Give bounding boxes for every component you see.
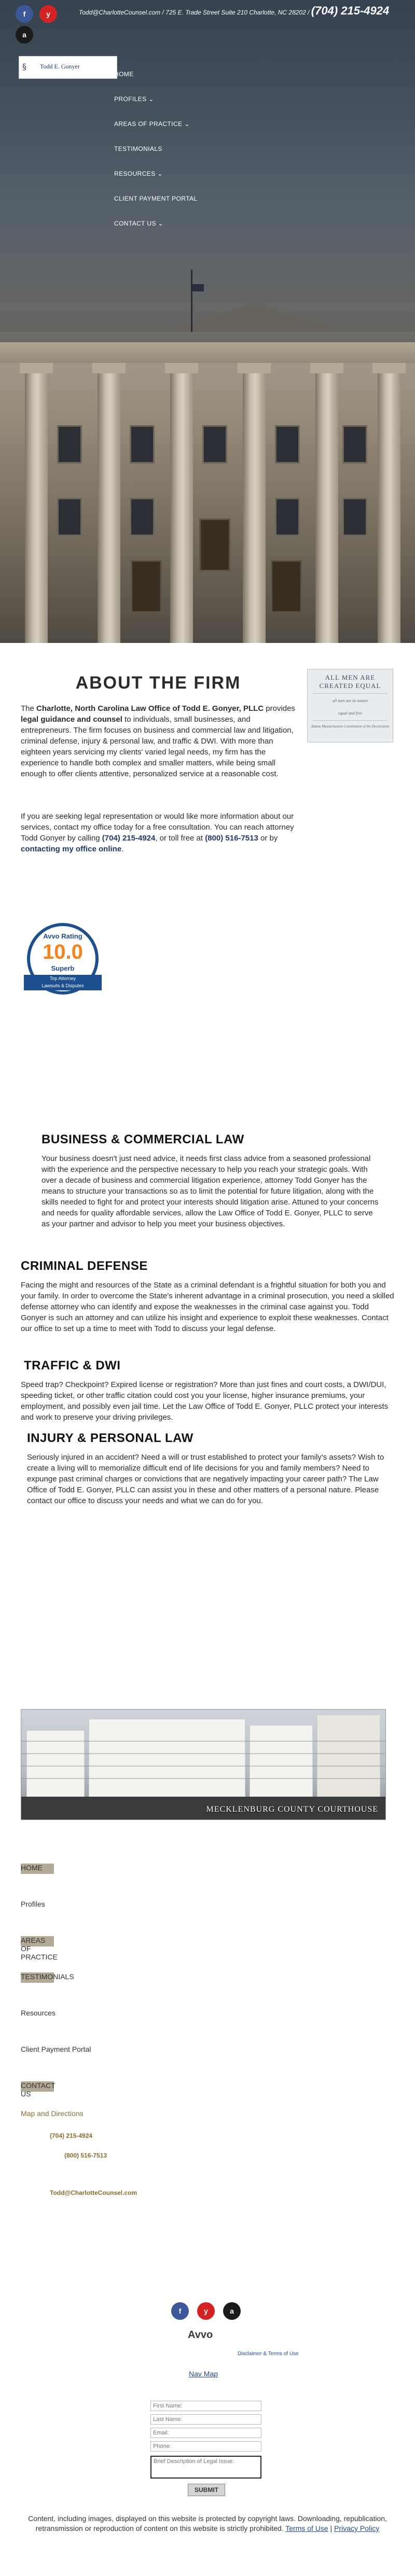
footer-email-link[interactable]: Todd@CharlotteCounsel.com (50, 2189, 137, 2196)
building-window (202, 425, 227, 464)
footer-separator: | (330, 2524, 333, 2532)
column (25, 373, 48, 643)
column (378, 373, 400, 643)
courthouse-image (21, 1709, 386, 1820)
column-capital (238, 363, 271, 373)
contact-online-link[interactable]: contacting my office online (21, 845, 122, 853)
privacy-policy-link[interactable]: Privacy Policy (334, 2524, 380, 2532)
header-separator: / (162, 9, 166, 16)
building-window (130, 498, 155, 536)
about-firm-name: Charlotte, North Carolina Law Office of Todd E. Gonyer, PLLC (36, 704, 264, 713)
avvo-ribbon (24, 975, 102, 990)
avvo-ribbon-line-1: Top Attorney (49, 976, 76, 981)
footer-nav-home[interactable]: HOME (21, 1864, 54, 1874)
about-text: to individuals, small businesses, and entrepreneurs. The firm focuses on business and commercial law and litigation, criminal defense, injury & personal law, and traffic & DWI. With more than eighteen years servicing my clients' varied legal needs, my firm has the experience to handle both complex and smaller matters, while being small enough to offer clients attentive, personalized service at a reasonable cost. (21, 715, 294, 778)
avvo-word: Superb (51, 964, 75, 972)
avvo-score: 10.0 (43, 941, 83, 963)
about-paragraph-1 (21, 703, 296, 779)
building-window (57, 498, 82, 536)
nav-testimonials[interactable] (114, 145, 162, 152)
building-door (199, 519, 230, 571)
column-capital (372, 363, 406, 373)
nav-resources-label: RESOURCES (114, 170, 156, 177)
facebook-icon[interactable]: f (16, 5, 33, 23)
nav-resources[interactable] (114, 170, 163, 177)
nav-areas-of-practice[interactable] (114, 120, 190, 128)
section-body-injury: Seriously injured in an accident? Need a will or trust established to protect your family's assets? Wish to create a living will to memorialize difficult end of life decisions for you and family members? Need to expunge past criminal charges or convictions that are negatively impacting your career path? The Law Office of Todd E. Gonyer, PLLC can assist you in these and other matters of a personal nature. Please contact our office to discuss your needs and what we can do for you. (27, 1453, 384, 1505)
about-tollfree-link[interactable]: (800) 516-7513 (205, 834, 258, 843)
nav-home[interactable] (114, 71, 134, 78)
footer-nav-resources[interactable]: Resources (21, 2009, 56, 2017)
equality-line-2: CREATED EQUAL (319, 682, 381, 690)
disclaimer-link[interactable]: Disclaimer & Terms of Use (238, 2351, 299, 2357)
nav-payment-label: CLIENT PAYMENT PORTAL (114, 195, 198, 202)
window-row (21, 1753, 385, 1754)
column (98, 373, 120, 643)
window-row (21, 1778, 385, 1779)
nav-contact-us[interactable] (114, 220, 163, 227)
nav-contact-label: CONTACT US (114, 220, 156, 227)
section-title-business: BUSINESS & COMMERCIAL LAW (42, 1132, 244, 1146)
logo-mark-icon: § (22, 62, 26, 72)
section-title-criminal: CRIMINAL DEFENSE (21, 1259, 148, 1273)
building-window (130, 425, 155, 464)
email-field[interactable] (150, 2428, 261, 2438)
copyright-text: Content, including images, displayed on this website is protected by copyright laws. Downloading, republication, retransmission or reproduction of content on this website is strictly prohibited. (28, 2514, 387, 2532)
nav-profiles[interactable] (114, 95, 154, 103)
about-text: The (21, 704, 34, 713)
building-window (342, 498, 367, 536)
column-capital (92, 363, 126, 373)
avvo-rating-badge[interactable] (24, 923, 102, 1001)
about-text: . (121, 845, 124, 853)
column-capital (310, 363, 343, 373)
equality-image (307, 669, 393, 743)
about-title: ABOUT THE FIRM (75, 673, 241, 693)
yelp-icon[interactable]: y (197, 2302, 215, 2320)
footer-tollfree-link[interactable]: (800) 516-7513 (64, 2152, 107, 2159)
chevron-down-icon: ⌄ (148, 95, 154, 103)
section-body-traffic: Speed trap? Checkpoint? Expired license or registration? More than just fines and court costs, a DWI/DUI, speeding ticket, or other traffic citation could cost you your license, higher insurance premiums, your employment, and possibly even jail time. Let the Law Office of Todd E. Gonyer, PLLC protect your interests and work to preserve your driving privileges. (21, 1380, 389, 1422)
building-columns (0, 363, 415, 643)
footer-nav-areas-of-practice[interactable]: AREAS OF PRACTICE (21, 1936, 58, 1961)
section-title-traffic: TRAFFIC & DWI (24, 1359, 121, 1373)
nav-testimonials-label: TESTIMONIALS (114, 145, 162, 152)
facebook-icon[interactable]: f (171, 2302, 189, 2320)
nav-map-link[interactable]: Nav Map (189, 2370, 218, 2378)
building-window (275, 498, 300, 536)
last-name-field[interactable] (150, 2414, 261, 2425)
header-address: 725 E. Trade Street Suite 210 Charlotte, NC 28202 (165, 9, 306, 16)
terms-of-use-link[interactable]: Terms of Use (285, 2524, 328, 2532)
phone-field[interactable] (150, 2441, 261, 2452)
chevron-down-icon: ⌄ (157, 170, 163, 177)
first-name-field[interactable] (150, 2401, 261, 2411)
footer-nav-contact-us[interactable]: CONTACT US (21, 2081, 56, 2098)
footer-nav-profiles[interactable]: Profiles (21, 1900, 45, 1908)
building-window (275, 425, 300, 464)
nav-profiles-label: PROFILES (114, 95, 147, 103)
section-body-criminal: Facing the might and resources of the State as a criminal defendant is a frightful situation for both you and your family. In order to overcome the State's inherent advantage in a criminal prosecution, you need a skilled defense attorney who can identify and expose the weaknesses in the criminal case against you. Todd Gonyer is such an attorney and can utilize his insight and experience to exploit these weaknesses. Contact our office to set up a time to meet with Todd to discuss your legal defense. (21, 1281, 394, 1333)
section-title-injury: INJURY & PERSONAL LAW (27, 1431, 193, 1445)
footer-nav-testimonials[interactable]: TESTIMONIALS (21, 1972, 54, 1983)
about-legal-guidance: legal guidance and counsel (21, 715, 122, 724)
top-contact-bar (79, 6, 400, 17)
window-row (21, 1741, 385, 1742)
divider (313, 720, 388, 721)
footer-phone-link[interactable]: (704) 215-4924 (50, 2132, 93, 2139)
avvo-rating-label: Avvo Rating (43, 932, 82, 940)
building-shape (89, 1719, 245, 1803)
map-directions-link[interactable]: Map and Directions (21, 2109, 84, 2118)
column (243, 373, 266, 643)
about-phone-link[interactable]: (704) 215-4924 (102, 834, 156, 843)
avvo-logo[interactable]: Avvo (188, 2329, 213, 2341)
nav-areas-label: AREAS OF PRACTICE (114, 120, 183, 128)
window-row (21, 1766, 385, 1767)
hero-overlay (0, 0, 415, 342)
divider (313, 693, 388, 694)
avvo-icon[interactable]: a (16, 26, 33, 44)
equality-line-1: ALL MEN ARE (325, 674, 376, 681)
about-text: provides (266, 704, 295, 713)
social-icons-top (16, 5, 62, 44)
header-email-link[interactable]: Todd@CharlotteCounsel.com (79, 9, 161, 16)
site-logo[interactable] (19, 56, 117, 79)
about-text: or by (260, 834, 278, 843)
building-window (57, 425, 82, 464)
social-icons-bottom (171, 2302, 254, 2325)
header-phone-link[interactable]: (704) 215-4924 (311, 4, 390, 17)
courthouse-caption: MECKLENBURG COUNTY COURTHOUSE (206, 1805, 378, 1814)
building-door (131, 560, 162, 613)
avvo-ribbon-line-2: Lawsuits & Disputes (42, 983, 84, 988)
equality-line-3: all men are its nature (332, 698, 368, 703)
building-shape (317, 1715, 380, 1804)
logo-text: Todd E. Gonyer (40, 63, 80, 70)
section-body-business: Your business doesn't just need advice, it needs first class advice from a seasoned professional with the experience and the perspective necessary to help you reach your strategic goals. With over a decade of business and commercial litigation experience, attorney Todd Gonyer has the means to structure your transactions so as to limit the potential for future litigation, along with the skills needed to fight for and protect your interests should litigation arise. Attuned to your concerns and needs for quality affordable services, allow the Law Office of Todd E. Gonyer, PLLC to serve as your partner and advisor to help you meet your business objectives. (42, 1154, 379, 1228)
copyright-notice (21, 2514, 394, 2533)
column-capital (165, 363, 198, 373)
chevron-down-icon: ⌄ (184, 120, 190, 128)
header-separator: / (308, 9, 311, 16)
yelp-icon[interactable]: y (39, 5, 57, 23)
avvo-icon[interactable]: a (223, 2302, 241, 2320)
column (170, 373, 193, 643)
submit-button[interactable]: SUBMIT (188, 2484, 225, 2496)
nav-home-label: HOME (114, 71, 134, 78)
column (315, 373, 338, 643)
legal-issue-field[interactable] (150, 2456, 261, 2479)
building-shape (250, 1725, 313, 1804)
equality-line-4: equal and free (338, 711, 362, 716)
hero-banner (0, 0, 415, 643)
about-paragraph-2 (21, 811, 296, 855)
building-window (342, 425, 367, 464)
nav-client-payment-portal[interactable] (114, 195, 197, 202)
footer-nav-client-payment-portal[interactable]: Client Payment Portal (21, 2045, 91, 2053)
building-door (271, 560, 302, 613)
about-text: If you are seeking legal representation or would like more information about our services, contact my office today for a free consultation. You can reach attorney Todd Gonyer by calling (21, 812, 294, 843)
about-text: , or toll free at (155, 834, 203, 843)
equality-line-5: Adams Massachusetts Constitution of the Declaration (311, 724, 390, 729)
chevron-down-icon: ⌄ (158, 220, 164, 227)
column-capital (20, 363, 53, 373)
